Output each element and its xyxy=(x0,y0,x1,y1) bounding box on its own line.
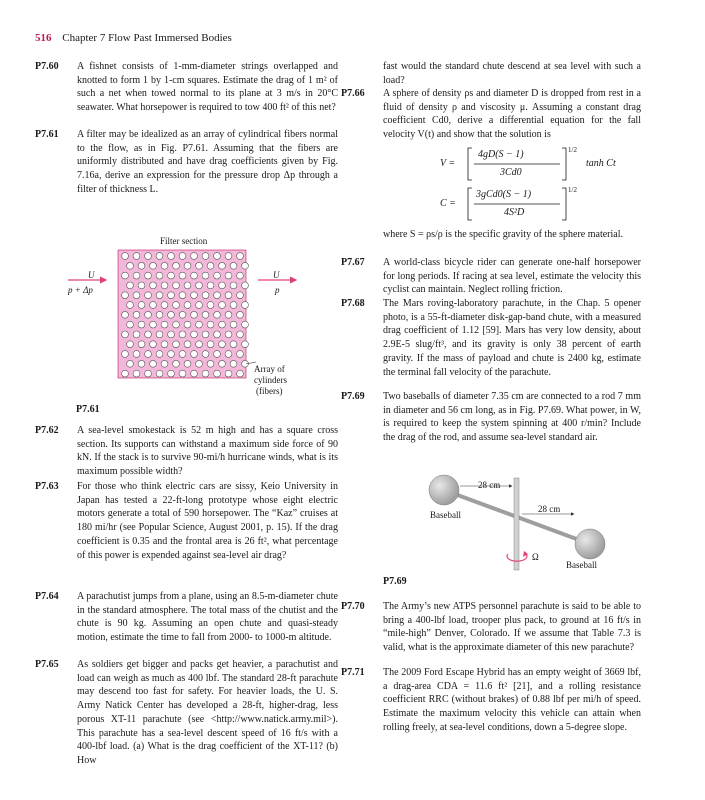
problem-p7-69 xyxy=(341,390,641,445)
problem-number: P7.66 xyxy=(341,88,365,99)
fiber-cylinder xyxy=(207,262,214,269)
problem-number: P7.67 xyxy=(341,257,365,268)
problem-number: P7.61 xyxy=(35,129,59,140)
problem-p7-71 xyxy=(341,666,641,735)
fiber-cylinder xyxy=(237,351,244,358)
problem-p7-60 xyxy=(35,60,338,115)
fiber-cylinder xyxy=(207,282,214,289)
fiber-cylinder xyxy=(122,272,129,279)
problem-p7-65 xyxy=(35,658,338,768)
fiber-cylinder xyxy=(237,370,244,377)
fiber-cylinder xyxy=(219,360,226,367)
problem-text: A fishnet consists of 1-mm-diameter strings overlapped and knotted to form 1 by 1-cm squares. Estimate the drag of 1 m² of such a net when towed normal to its plane at 3 m/s in 20°C seawater. What horsepower is required to tow 400 ft² of this net? xyxy=(77,61,338,114)
fiber-cylinder xyxy=(214,311,221,318)
fiber-cylinder xyxy=(219,321,226,328)
fiber-cylinder xyxy=(133,292,140,299)
fiber-cylinder xyxy=(230,360,237,367)
formula-denominator: 4S²D xyxy=(504,207,525,218)
problem-p7-63 xyxy=(35,480,338,562)
fiber-cylinder xyxy=(161,341,168,348)
problem-number: P7.62 xyxy=(35,425,59,436)
formula-rhs: tanh Ct xyxy=(586,158,616,169)
fiber-cylinder xyxy=(237,331,244,338)
formula-exponent: 1/2 xyxy=(568,186,577,194)
fiber-cylinder xyxy=(168,351,175,358)
formula-numerator: 3gCd0(S − 1) xyxy=(476,189,532,200)
fiber-cylinder xyxy=(225,292,232,299)
fiber-cylinder xyxy=(156,253,163,260)
fiber-cylinder xyxy=(138,341,145,348)
problem-text: A sea-level smokestack is 52 m high and has a square cross section. Its supports can withstand a maximum side force of 90 kN. If the stack is to survive 90-mi/h hurricane winds, what is its maximum possible width? xyxy=(77,425,338,478)
fiber-cylinder xyxy=(133,311,140,318)
fiber-cylinder xyxy=(184,262,191,269)
fiber-cylinder xyxy=(225,272,232,279)
formula-exponent: 1/2 xyxy=(568,146,577,154)
fiber-cylinder xyxy=(225,351,232,358)
fiber-cylinder xyxy=(196,282,203,289)
fiber-cylinder xyxy=(145,311,152,318)
fiber-cylinder xyxy=(179,292,186,299)
fiber-cylinder xyxy=(150,321,157,328)
fiber-cylinder xyxy=(242,262,249,269)
figure-p7-61 xyxy=(60,232,350,412)
fiber-cylinder xyxy=(191,351,198,358)
fiber-cylinder xyxy=(191,272,198,279)
fiber-cylinder xyxy=(161,302,168,309)
fiber-cylinder xyxy=(150,282,157,289)
fiber-cylinder xyxy=(184,360,191,367)
fiber-cylinder xyxy=(161,321,168,328)
fiber-cylinder xyxy=(202,311,209,318)
fiber-cylinder xyxy=(138,262,145,269)
problem-number: P7.71 xyxy=(341,667,365,678)
fiber-cylinder xyxy=(230,341,237,348)
fiber-cylinder xyxy=(191,311,198,318)
fiber-cylinder xyxy=(133,351,140,358)
problem-number: P7.65 xyxy=(35,659,59,670)
fiber-cylinder xyxy=(156,292,163,299)
fiber-cylinder xyxy=(138,360,145,367)
fiber-cylinder xyxy=(207,321,214,328)
baseball-right xyxy=(575,529,605,559)
fiber-cylinder xyxy=(173,302,180,309)
fiber-cylinder xyxy=(156,272,163,279)
fiber-cylinder xyxy=(122,253,129,260)
fiber-cylinder xyxy=(156,311,163,318)
problem-text: For those who think electric cars are sissy, Keio University in Japan has tested a 22-ft-long prototype whose eight electric motors generate a total of 590 horsepower. The “Kaz” cruises at 180 mi/hr (see Popular Science, August 2001, p. 15). If the drag coefficient is 0.35 and the frontal area is 26 ft², what percentage of this power is expended against sea-level air drag? xyxy=(77,481,338,561)
array-label-2: cylinders xyxy=(254,375,287,385)
fiber-cylinder xyxy=(179,331,186,338)
fiber-cylinder xyxy=(168,272,175,279)
fiber-cylinder xyxy=(196,262,203,269)
fiber-cylinder xyxy=(173,360,180,367)
fiber-cylinder xyxy=(138,282,145,289)
left-pressure-label: p + Δp xyxy=(68,285,93,295)
fiber-cylinder xyxy=(133,370,140,377)
problem-p7-64 xyxy=(35,590,338,645)
fiber-cylinder xyxy=(168,311,175,318)
fiber-cylinder xyxy=(138,321,145,328)
fiber-cylinder xyxy=(145,370,152,377)
dimension-label-top: 28 cm xyxy=(478,480,501,490)
problem-text: A sphere of density ρs and diameter D is dropped from rest in a fluid of density ρ and viscosity μ. Assuming a constant drag coefficient Cd0, derive a differential equation for the fall velocity V(t) and show that the solution is xyxy=(383,88,641,141)
fiber-cylinder xyxy=(179,311,186,318)
baseball-label-left: Baseball xyxy=(430,510,461,520)
problem-text: As soldiers get bigger and packs get heavier, a parachutist and load can weigh as much as 400 lbf. The standard 28-ft parachute may descend too fast for safety. For heavier loads, the U. S. Army Natick Center has developed a 28-ft, higher-drag, less porous XT-11 parachute (see <http://www.natick.army.mil>). This parachute has a sea-level descent speed of 16 ft/s with a 400-lbf load. (a) What is the drag coefficient of the XT-11? (b) How xyxy=(77,659,338,766)
fiber-cylinder xyxy=(161,360,168,367)
fiber-cylinder xyxy=(161,262,168,269)
problem-text: The Mars roving-laboratory parachute, in the Chap. 5 opener photo, is a 55-ft-diameter disk-gap-band chute, with a measured drag coefficient of 1.12 [59]. Mars has very low density, about 2.9E-5 slug/ft³, and its gravity is only 38 percent of earth gravity. If the mass of payload and chute is 2400 kg, estimate the terminal fall velocity of the parachute. xyxy=(383,298,641,378)
fiber-cylinder xyxy=(150,302,157,309)
fiber-cylinder xyxy=(184,321,191,328)
fiber-cylinder xyxy=(145,253,152,260)
problem-p7-61 xyxy=(35,128,338,197)
fiber-cylinder xyxy=(237,253,244,260)
fiber-cylinder xyxy=(202,253,209,260)
right-pressure-label: p xyxy=(275,285,280,295)
fiber-cylinder xyxy=(214,253,221,260)
fiber-cylinder xyxy=(150,262,157,269)
page-number: 516 xyxy=(35,32,52,44)
filter-diagram xyxy=(60,232,350,412)
fiber-cylinder xyxy=(237,311,244,318)
fiber-cylinder xyxy=(173,341,180,348)
fiber-cylinder xyxy=(184,341,191,348)
fiber-cylinder xyxy=(127,341,134,348)
fiber-cylinder xyxy=(133,272,140,279)
fiber-cylinder xyxy=(219,341,226,348)
fiber-cylinder xyxy=(230,282,237,289)
problem-number: P7.63 xyxy=(35,481,59,492)
fiber-cylinder xyxy=(168,253,175,260)
fiber-cylinder xyxy=(150,360,157,367)
fiber-cylinder xyxy=(145,351,152,358)
fiber-cylinder xyxy=(214,331,221,338)
fiber-cylinder xyxy=(202,331,209,338)
fiber-cylinder xyxy=(122,331,129,338)
problem-text: A parachutist jumps from a plane, using an 8.5-m-diameter chute in the standard atmosphere. The total mass of the chutist and the chute is 90 kg. Assuming an open chute and quasi-steady motion, estimate the time to fall from 2000- to 1000-m altitude. xyxy=(77,591,338,644)
fiber-cylinder xyxy=(237,272,244,279)
fiber-cylinder xyxy=(173,282,180,289)
formula-lhs: C = xyxy=(440,198,456,209)
problem-p7-66 xyxy=(341,87,641,142)
fiber-cylinder xyxy=(207,341,214,348)
formula-lhs: V = xyxy=(440,158,456,169)
fiber-cylinder xyxy=(168,292,175,299)
fiber-cylinder xyxy=(207,302,214,309)
fiber-cylinder xyxy=(138,302,145,309)
filter-section-label: Filter section xyxy=(160,236,208,246)
fiber-cylinder xyxy=(219,282,226,289)
fiber-cylinder xyxy=(202,272,209,279)
problem-number: P7.64 xyxy=(35,591,59,602)
fiber-cylinder xyxy=(237,292,244,299)
fiber-cylinder xyxy=(191,331,198,338)
array-label-1: Array of xyxy=(254,364,285,374)
fiber-cylinder xyxy=(173,321,180,328)
fiber-cylinder xyxy=(196,321,203,328)
fiber-cylinder xyxy=(191,253,198,260)
fiber-cylinder xyxy=(184,302,191,309)
fiber-cylinder xyxy=(196,341,203,348)
fiber-cylinder xyxy=(127,360,134,367)
fiber-cylinder xyxy=(214,292,221,299)
problem-p7-62 xyxy=(35,424,338,479)
problem-text: The 2009 Ford Escape Hybrid has an empty weight of 3669 lbf, a drag-area CDA = 11.6 ft² [21], and a rolling resistance coefficient RRC (without brakes) of 0.88 lbf per mi/h of speed. Estimate the maximum velocity this vehicle can attain when rolling freely, at sea-level conditions, down a 5-degree slope. xyxy=(383,667,641,733)
spin-axis xyxy=(514,478,519,570)
problem-text: fast would the standard chute descend at sea level with such a load? xyxy=(383,61,641,86)
fiber-cylinder xyxy=(219,262,226,269)
problem-number: P7.68 xyxy=(341,298,365,309)
fiber-cylinder xyxy=(122,292,129,299)
problem-p7-70 xyxy=(341,600,641,655)
formula-velocity xyxy=(440,146,640,182)
fiber-cylinder xyxy=(196,360,203,367)
fiber-cylinder xyxy=(161,282,168,289)
problem-text: A world-class bicycle rider can generate one-half horsepower for long periods. If racing at sea level, estimate the velocity this cyclist can maintain. Neglect rolling friction. xyxy=(383,257,641,296)
fiber-cylinder xyxy=(225,311,232,318)
fiber-cylinder xyxy=(168,370,175,377)
fiber-cylinder xyxy=(214,370,221,377)
dimension-label-right: 28 cm xyxy=(538,504,561,514)
fiber-cylinder xyxy=(122,370,129,377)
problem-p7-67 xyxy=(341,256,641,297)
fiber-cylinder xyxy=(191,292,198,299)
fiber-cylinder xyxy=(184,282,191,289)
right-velocity-label: U xyxy=(273,270,280,280)
fiber-cylinder xyxy=(219,302,226,309)
fiber-cylinder xyxy=(156,351,163,358)
fiber-cylinder xyxy=(127,282,134,289)
fiber-cylinder xyxy=(127,262,134,269)
fiber-cylinder xyxy=(242,321,249,328)
formula-denominator: 3Cd0 xyxy=(500,167,522,178)
fiber-cylinder xyxy=(133,253,140,260)
problem-text: where S = ρs/ρ is the specific gravity of the sphere material. xyxy=(383,229,623,240)
problem-number: P7.70 xyxy=(341,601,365,612)
array-label-3: (fibers) xyxy=(256,386,283,396)
fiber-cylinder xyxy=(230,262,237,269)
fiber-cylinder xyxy=(150,341,157,348)
problem-p7-68 xyxy=(341,297,641,379)
fiber-cylinder xyxy=(179,253,186,260)
problem-text: Two baseballs of diameter 7.35 cm are connected to a rod 7 mm in diameter and 56 cm long, as in Fig. P7.69. What power, in W, is required to keep the system spinning at 400 r/min? Include the drag of the rod, and assume sea-level standard air. xyxy=(383,391,641,444)
fiber-cylinder xyxy=(214,272,221,279)
fiber-cylinder xyxy=(122,351,129,358)
fiber-cylinder xyxy=(179,272,186,279)
fiber-cylinder xyxy=(179,351,186,358)
baseball-label-right: Baseball xyxy=(566,560,597,570)
fiber-cylinder xyxy=(133,331,140,338)
figure-caption-p7-61: P7.61 xyxy=(76,404,100,415)
fiber-cylinder xyxy=(122,311,129,318)
fiber-cylinder xyxy=(225,370,232,377)
problem-text: The Army’s new ATPS personnel parachute is said to be able to bring a 400-lbf load, trooper plus pack, to ground at 16 ft/s in “mile-high” Denver, Colorado. If we assume that Table 7.3 is valid, what is the approximate diameter of this new parachute? xyxy=(383,601,641,654)
chapter-title: Chapter 7 Flow Past Immersed Bodies xyxy=(62,32,232,44)
fiber-cylinder xyxy=(230,321,237,328)
fiber-cylinder xyxy=(202,370,209,377)
formula-numerator: 4gD(S − 1) xyxy=(478,149,524,160)
fiber-cylinder xyxy=(179,370,186,377)
fiber-cylinder xyxy=(225,253,232,260)
figure-caption-p7-69: P7.69 xyxy=(383,576,407,587)
fiber-cylinder xyxy=(214,351,221,358)
fiber-cylinder xyxy=(242,302,249,309)
fiber-cylinder xyxy=(196,302,203,309)
formula-c xyxy=(440,186,640,222)
fiber-cylinder xyxy=(156,331,163,338)
fiber-cylinder xyxy=(242,341,249,348)
fiber-cylinder xyxy=(168,331,175,338)
fiber-cylinder xyxy=(145,331,152,338)
omega-label: Ω xyxy=(532,552,539,562)
fiber-cylinder xyxy=(127,321,134,328)
left-velocity-label: U xyxy=(88,270,95,280)
baseball-left xyxy=(429,475,459,505)
fiber-cylinder xyxy=(225,331,232,338)
page-header xyxy=(35,32,232,44)
fiber-cylinder xyxy=(145,272,152,279)
fiber-cylinder xyxy=(127,302,134,309)
problem-text: A filter may be idealized as an array of cylindrical fibers normal to the flow, as in Fig. P7.61. Assuming that the fibers are uniformly distributed and have drag coefficients given by Fig. 7.16a, derive an expression for the pressure drop Δp through a filter of thickness L. xyxy=(77,129,338,195)
figure-p7-69 xyxy=(420,464,620,584)
fiber-cylinder xyxy=(230,302,237,309)
fiber-cylinder xyxy=(202,351,209,358)
fiber-cylinder xyxy=(173,262,180,269)
fiber-cylinder xyxy=(202,292,209,299)
fiber-cylinder xyxy=(145,292,152,299)
fiber-cylinder xyxy=(191,370,198,377)
problem-number: P7.69 xyxy=(341,391,365,402)
problem-p7-66-tail xyxy=(341,228,641,242)
fiber-cylinder xyxy=(242,282,249,289)
fiber-cylinder xyxy=(156,370,163,377)
fiber-cylinder xyxy=(207,360,214,367)
problem-number: P7.60 xyxy=(35,61,59,72)
problem-p7-65-continued xyxy=(341,60,641,87)
